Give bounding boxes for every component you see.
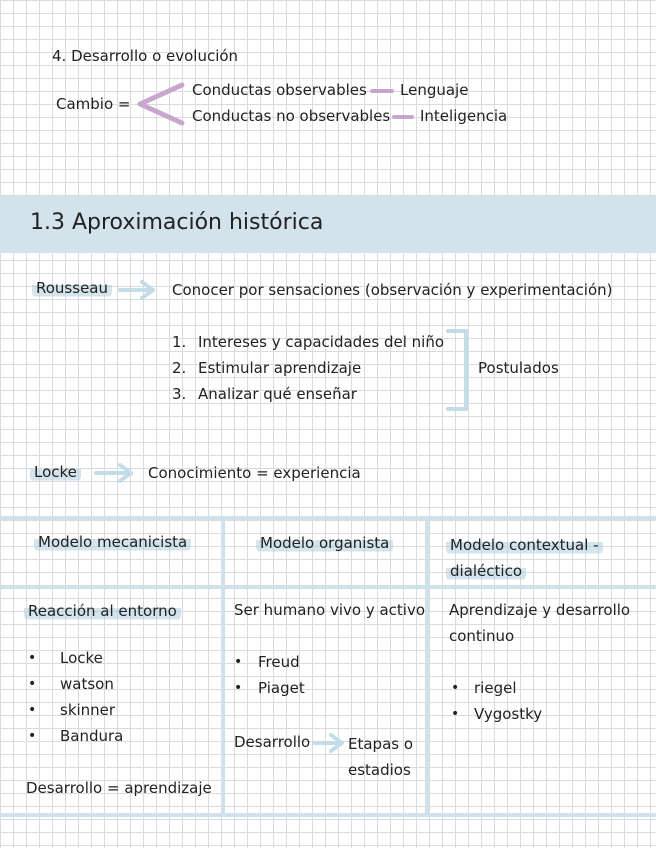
branch-2-label: Conductas no observables — [192, 107, 391, 125]
col2-dev-label: Desarrollo — [234, 733, 311, 751]
branch-1-result: Lenguaje — [400, 81, 469, 99]
branch-2-result: Inteligencia — [420, 107, 508, 125]
bullet-dot: • — [28, 676, 37, 692]
branch-1-connector — [370, 89, 394, 93]
postulate-2-num: 2. — [172, 359, 187, 377]
postulate-2-text: Estimular aprendizaje — [198, 359, 362, 377]
col1-footer: Desarrollo = aprendizaje — [26, 779, 212, 797]
col1-item: watson — [60, 675, 114, 693]
col1-item: Bandura — [60, 727, 124, 745]
bullet-dot: • — [451, 680, 460, 696]
bracket-icon — [134, 80, 186, 128]
col1-item: skinner — [60, 701, 116, 719]
bullet-dot: • — [28, 650, 37, 666]
col2-title: Ser humano vivo y activo — [234, 601, 426, 619]
col2-item: Freud — [258, 653, 300, 671]
rousseau-name: Rousseau — [32, 278, 112, 298]
postulate-1-num: 1. — [172, 333, 187, 351]
bullet-dot: • — [451, 706, 460, 722]
col2-dev-result-line1: Etapas o — [348, 735, 414, 753]
col3-title-line2: continuo — [449, 627, 515, 645]
postulate-3-num: 3. — [172, 385, 187, 403]
arrow-right-icon — [312, 733, 346, 753]
subheading: 4. Desarrollo o evolución — [52, 47, 239, 65]
rousseau-statement: Conocer por sensaciones (observación y experimentación) — [172, 281, 613, 299]
bullet-dot: • — [234, 654, 243, 670]
header-organista: Modelo organista — [256, 533, 393, 553]
locke-name: Locke — [30, 462, 81, 482]
header-mecanicista: Modelo mecanicista — [34, 532, 191, 552]
arrow-right-icon — [118, 280, 158, 300]
arrow-right-icon — [94, 463, 136, 483]
section-title: 1.3 Aproximación histórica — [30, 210, 324, 235]
col1-title: Reacción al entorno — [24, 601, 181, 621]
table-col-divider-1 — [221, 516, 225, 816]
header-contextual-line1: Modelo contextual - — [446, 535, 603, 555]
table-header-divider — [0, 585, 656, 589]
postulate-3-text: Analizar qué enseñar — [198, 385, 357, 403]
locke-statement: Conocimiento = experiencia — [148, 464, 361, 482]
right-brace-icon — [446, 328, 470, 412]
branch-2-connector — [392, 115, 414, 119]
col2-dev-result-line2: estadios — [348, 761, 411, 779]
col3-title-line1: Aprendizaje y desarrollo — [449, 601, 631, 619]
bullet-dot: • — [28, 728, 37, 744]
col2-item: Piaget — [258, 679, 305, 697]
cambio-label: Cambio = — [56, 95, 131, 113]
col3-item: Vygostky — [474, 705, 543, 723]
branch-1-label: Conductas observables — [192, 81, 367, 99]
table-border-bottom — [0, 813, 656, 817]
postulates-label: Postulados — [478, 359, 559, 377]
col3-item: riegel — [474, 679, 517, 697]
col1-item: Locke — [60, 649, 103, 667]
header-contextual-line2: dialéctico — [446, 561, 526, 581]
postulate-1-text: Intereses y capacidades del niño — [198, 333, 445, 351]
bullet-dot: • — [234, 680, 243, 696]
bullet-dot: • — [28, 702, 37, 718]
table-border-top — [0, 516, 656, 520]
table-col-divider-2 — [425, 516, 429, 816]
